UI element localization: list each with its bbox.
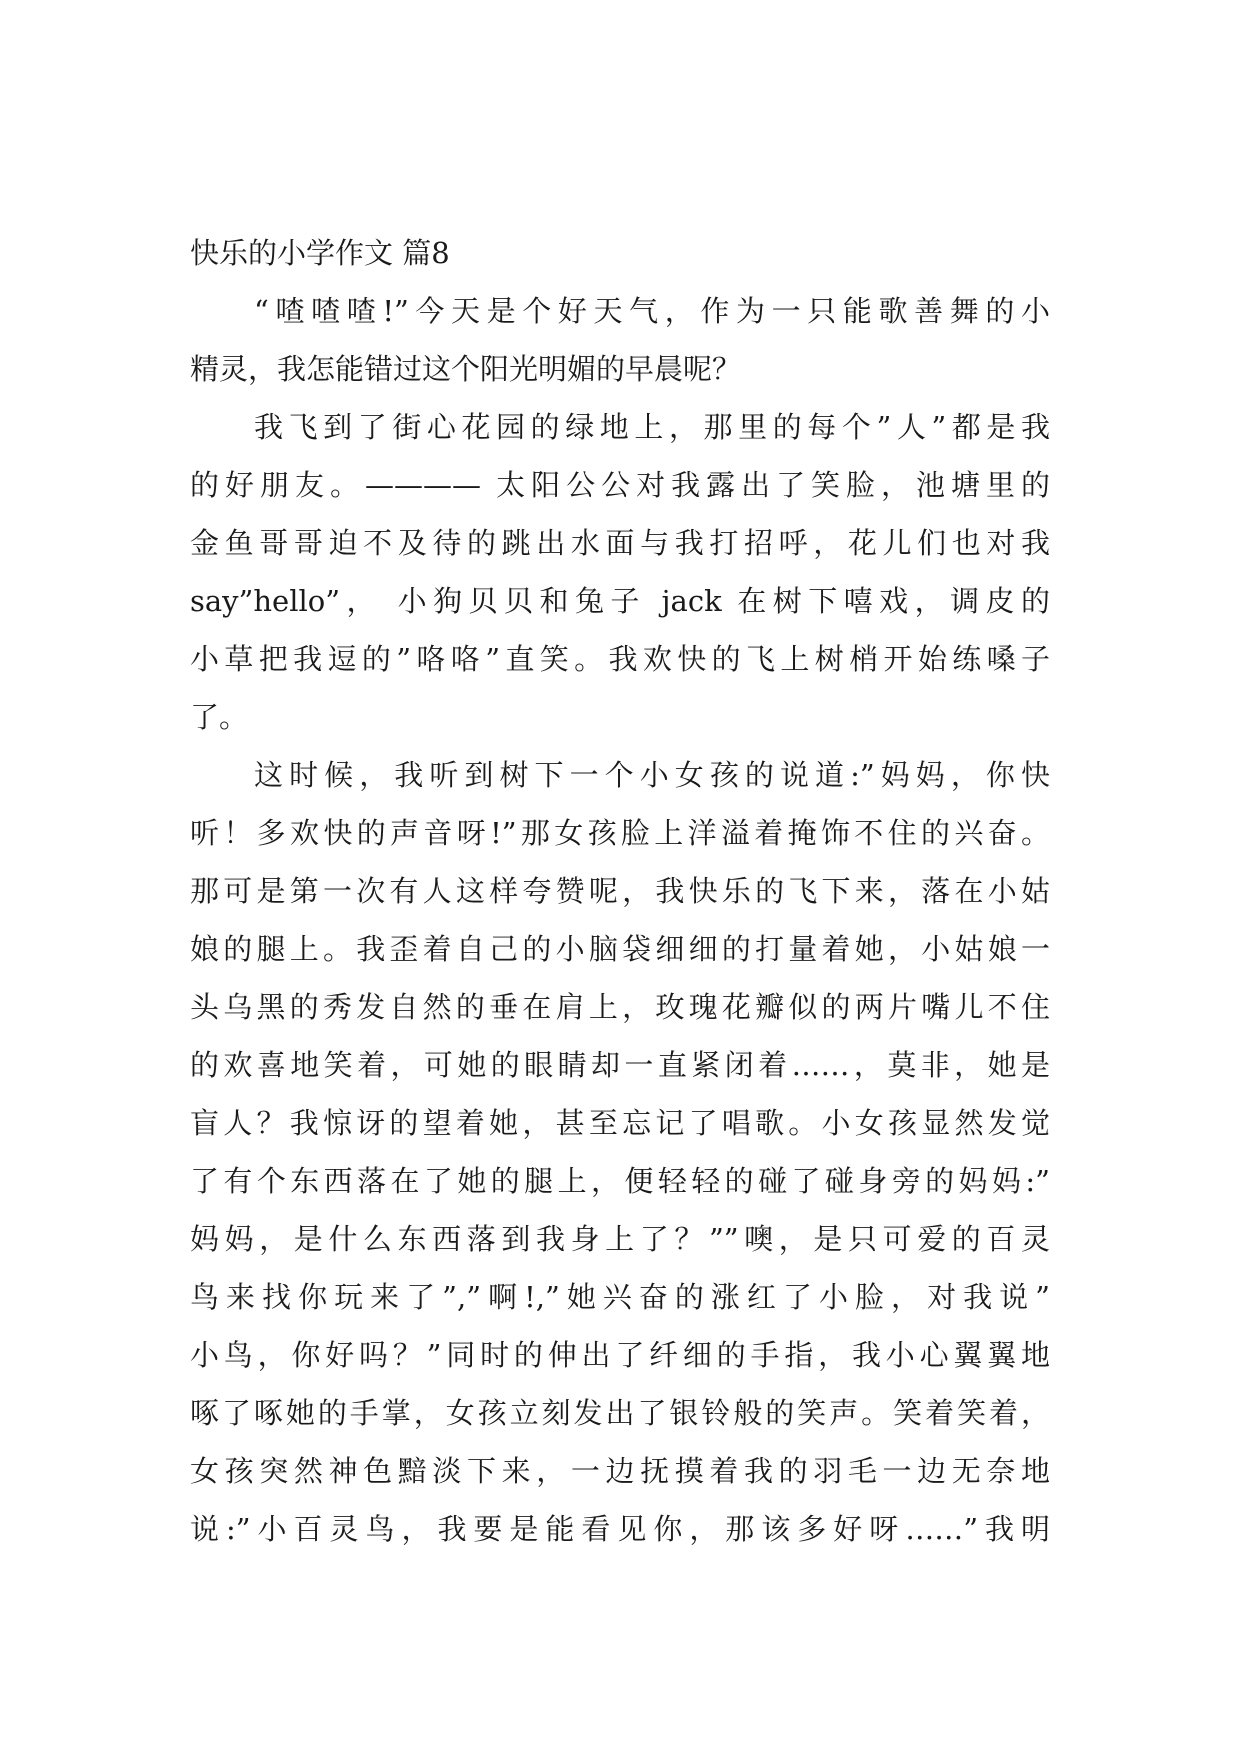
paragraph-3 — [190, 746, 1050, 1558]
text-line: 了。 — [190, 700, 249, 734]
text-line: 了有个东西落在了她的腿上，便轻轻的碰了碰身旁的妈妈:” — [190, 1164, 1050, 1198]
text-line: 女孩突然神色黯淡下来，一边抚摸着我的羽毛一边无奈地 — [190, 1454, 1050, 1488]
paragraph-1 — [190, 282, 1050, 398]
text-line: 说:”小百灵鸟，我要是能看见你，那该多好呀……”我明 — [190, 1512, 1050, 1546]
text-line: 的欢喜地笑着，可她的眼睛却一直紧闭着……，莫非，她是 — [190, 1048, 1050, 1082]
text-line: 精灵，我怎能错过这个阳光明媚的早晨呢？ — [190, 352, 742, 386]
text-line: 小鸟，你好吗？”同时的伸出了纤细的手指，我小心翼翼地 — [190, 1338, 1050, 1372]
text-line: 鸟来找你玩来了”,”啊!,”她兴奋的涨红了小脸，对我说” — [190, 1280, 1050, 1314]
document-page — [190, 224, 1050, 1558]
text-line: 妈妈，是什么东西落到我身上了？””噢，是只可爱的百灵 — [190, 1222, 1050, 1256]
text-line: 头乌黑的秀发自然的垂在肩上，玫瑰花瓣似的两片嘴儿不住 — [190, 990, 1050, 1024]
essay-title: 快乐的小学作文 篇8 — [190, 236, 450, 270]
text-line: 盲人？我惊讶的望着她，甚至忘记了唱歌。小女孩显然发觉 — [190, 1106, 1050, 1140]
text-line: say”hello”， 小狗贝贝和兔子 jack 在树下嘻戏，调皮的 — [190, 584, 1050, 618]
text-line: 的好朋友。———— 太阳公公对我露出了笑脸，池塘里的 — [190, 468, 1050, 502]
text-line: 我飞到了街心花园的绿地上，那里的每个”人”都是我 — [254, 410, 1050, 444]
text-line: 这时候，我听到树下一个小女孩的说道:”妈妈，你快 — [254, 758, 1050, 792]
text-line: 金鱼哥哥迫不及待的跳出水面与我打招呼，花儿们也对我 — [190, 526, 1050, 560]
text-line: 娘的腿上。我歪着自己的小脑袋细细的打量着她，小姑娘一 — [190, 932, 1050, 966]
text-line: 啄了啄她的手掌，女孩立刻发出了银铃般的笑声。笑着笑着， — [190, 1396, 1050, 1430]
text-line: 小草把我逗的”咯咯”直笑。我欢快的飞上树梢开始练嗓子 — [190, 642, 1050, 676]
text-line: “喳喳喳!”今天是个好天气，作为一只能歌善舞的小 — [254, 294, 1050, 328]
text-line: 听！多欢快的声音呀!”那女孩脸上洋溢着掩饰不住的兴奋。 — [190, 816, 1050, 850]
paragraph-2 — [190, 398, 1050, 746]
text-line: 那可是第一次有人这样夸赞呢，我快乐的飞下来，落在小姑 — [190, 874, 1050, 908]
